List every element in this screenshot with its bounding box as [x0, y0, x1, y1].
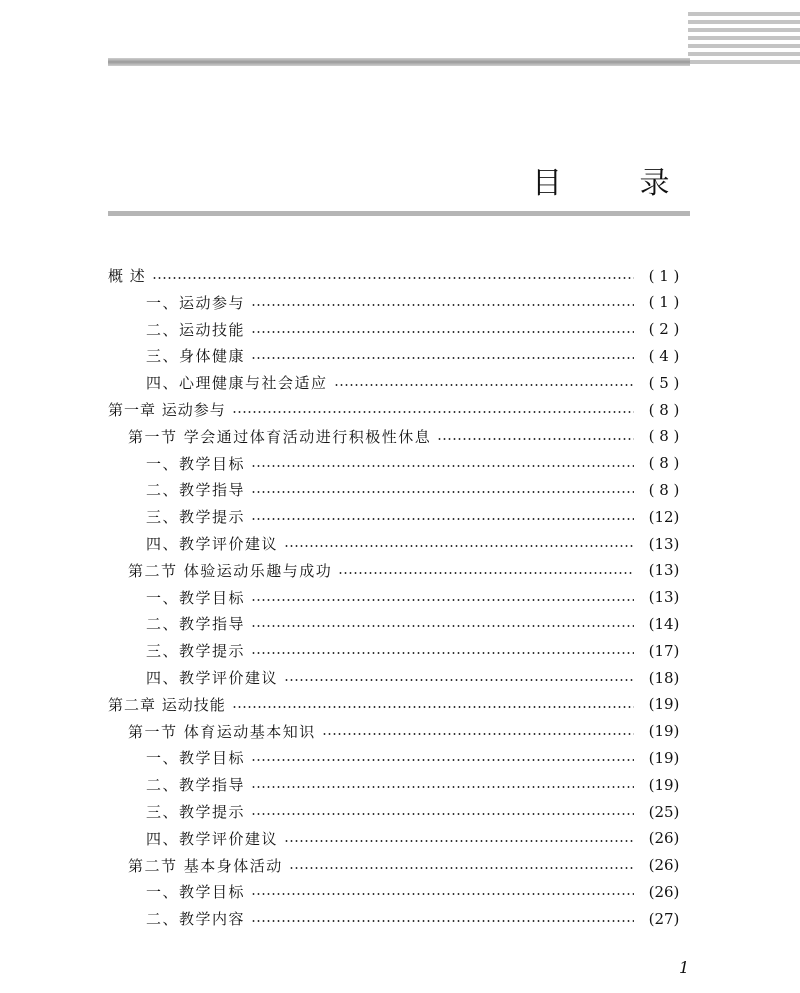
toc-entry-page: ( 8 ) — [648, 454, 680, 473]
toc-row[interactable] — [0, 664, 800, 691]
toc-entry[interactable] — [146, 637, 690, 664]
toc-row[interactable] — [0, 396, 800, 423]
dot-leader — [251, 610, 634, 637]
page-title: 目 录 — [532, 166, 704, 201]
toc-entry[interactable] — [146, 369, 690, 396]
toc-row[interactable] — [0, 825, 800, 852]
toc-entry-page: (18) — [648, 668, 680, 687]
toc-entry-label: 第二节 体验运动乐趣与成功 — [128, 561, 333, 580]
toc-entry-page: (19) — [648, 748, 680, 767]
toc-entry-label: 第二节 基本身体活动 — [128, 856, 283, 875]
toc-entry-label: 四、教学评价建议 — [146, 829, 279, 848]
toc-entry-label: 二、教学指导 — [146, 615, 246, 634]
toc-entry-page: (19) — [648, 775, 680, 794]
toc-entry-label: 第一章 运动参与 — [108, 401, 226, 419]
toc-entry-label: 二、教学内容 — [146, 910, 246, 929]
toc-entry-page: ( 8 ) — [648, 400, 680, 419]
toc-row[interactable] — [0, 450, 800, 477]
toc-row[interactable] — [0, 610, 800, 637]
toc-entry[interactable] — [108, 691, 690, 718]
toc-row[interactable] — [0, 369, 800, 396]
toc-entry[interactable] — [146, 664, 690, 691]
toc-entry-label: 一、运动参与 — [146, 293, 246, 312]
toc-entry[interactable] — [146, 878, 690, 905]
toc-entry-label: 一、教学目标 — [146, 749, 246, 768]
toc-entry[interactable] — [146, 771, 690, 798]
toc-entry[interactable] — [146, 503, 690, 530]
dot-leader — [284, 530, 634, 557]
dot-leader — [251, 450, 634, 477]
toc-entry-label: 四、心理健康与社会适应 — [146, 374, 328, 393]
toc-entry-page: ( 2 ) — [648, 320, 680, 339]
toc-entry-label: 一、教学目标 — [146, 454, 246, 473]
toc-entry-label: 第一节 体育运动基本知识 — [128, 722, 316, 741]
toc-entry-label: 二、教学指导 — [146, 481, 246, 500]
toc-entry-label: 第一节 学会通过体育活动进行积极性休息 — [128, 427, 432, 446]
toc-row[interactable] — [0, 637, 800, 664]
toc-entry-page: ( 1 ) — [648, 266, 680, 285]
toc-entry[interactable] — [146, 476, 690, 503]
toc-entry-label: 一、教学目标 — [146, 883, 246, 902]
toc-entry-page: (12) — [648, 507, 680, 526]
header-rule — [108, 58, 690, 66]
toc-entry-page: ( 8 ) — [648, 480, 680, 499]
toc-entry[interactable] — [128, 718, 690, 745]
toc-row[interactable] — [0, 476, 800, 503]
dot-leader — [232, 691, 634, 718]
toc-entry-page: ( 4 ) — [648, 346, 680, 365]
toc-entry[interactable] — [146, 610, 690, 637]
toc-row[interactable] — [0, 744, 800, 771]
toc-row[interactable] — [0, 798, 800, 825]
toc-row[interactable] — [0, 852, 800, 879]
toc-row[interactable] — [0, 316, 800, 343]
toc-row[interactable] — [0, 342, 800, 369]
toc-row[interactable] — [0, 530, 800, 557]
toc-entry-label: 概 述 — [108, 267, 146, 285]
toc-entry[interactable] — [108, 262, 690, 289]
dot-leader — [289, 852, 634, 879]
toc-entry-page: (26) — [648, 882, 680, 901]
toc-entry-label: 二、教学指导 — [146, 776, 246, 795]
dot-leader — [251, 878, 634, 905]
toc-entry[interactable] — [146, 798, 690, 825]
toc-row[interactable] — [0, 262, 800, 289]
toc-entry[interactable] — [146, 825, 690, 852]
toc-entry-label: 一、教学目标 — [146, 588, 246, 607]
toc-row[interactable] — [0, 691, 800, 718]
toc-entry-label: 四、教学评价建议 — [146, 669, 279, 687]
toc-entry[interactable] — [146, 744, 690, 771]
toc-entry[interactable] — [128, 852, 690, 879]
header-stripes-decoration — [688, 12, 800, 64]
toc-entry-page: (26) — [648, 856, 680, 875]
toc-entry[interactable] — [128, 423, 690, 450]
toc-entry-label: 四、教学评价建议 — [146, 535, 279, 553]
toc-entry[interactable] — [146, 905, 690, 932]
dot-leader — [251, 905, 634, 932]
toc-entry-label: 第二章 运动技能 — [108, 695, 226, 714]
toc-entry-label: 三、身体健康 — [146, 347, 246, 366]
toc-row[interactable] — [0, 878, 800, 905]
dot-leader — [338, 557, 634, 584]
dot-leader — [251, 342, 634, 369]
dot-leader — [251, 584, 634, 611]
toc-row[interactable] — [0, 289, 800, 316]
toc-entry-page: (19) — [648, 722, 680, 741]
toc-entry-page: (13) — [648, 534, 680, 553]
toc-entry[interactable] — [146, 584, 690, 611]
toc-entry-page: ( 8 ) — [648, 427, 680, 446]
toc-entry-label: 三、教学提示 — [146, 803, 246, 821]
toc-entry[interactable] — [146, 530, 690, 557]
dot-leader — [251, 771, 634, 798]
page-number: 1 — [679, 958, 690, 977]
toc-entry-page: ( 5 ) — [648, 373, 680, 392]
toc-row[interactable] — [0, 584, 800, 611]
dot-leader — [284, 825, 634, 852]
toc-entry-page: (25) — [648, 802, 680, 821]
dot-leader — [251, 744, 634, 771]
toc-entry[interactable] — [146, 342, 690, 369]
toc-entry[interactable] — [146, 289, 690, 316]
toc-entry[interactable] — [108, 396, 690, 423]
toc-row[interactable] — [0, 718, 800, 745]
dot-leader — [251, 503, 634, 530]
dot-leader — [251, 316, 634, 343]
toc-entry-page: (14) — [648, 614, 680, 633]
toc-entry-page: (13) — [648, 561, 680, 580]
toc-entry-page: (19) — [648, 695, 680, 714]
dot-leader — [437, 423, 634, 450]
toc-row[interactable] — [0, 905, 800, 932]
dot-leader — [322, 718, 634, 745]
toc-entry-label: 三、教学提示 — [146, 642, 246, 661]
dot-leader — [284, 664, 634, 691]
dot-leader — [152, 262, 634, 289]
dot-leader — [251, 637, 634, 664]
dot-leader — [251, 798, 634, 825]
toc-entry-label: 二、运动技能 — [146, 320, 246, 339]
title-rule — [108, 211, 690, 216]
toc-entry-page: ( 1 ) — [648, 293, 680, 312]
toc-entry[interactable] — [128, 557, 690, 584]
toc-entry[interactable] — [146, 450, 690, 477]
toc-row[interactable] — [0, 423, 800, 450]
toc-entry-page: (27) — [648, 909, 680, 928]
dot-leader — [251, 476, 634, 503]
toc-row[interactable] — [0, 557, 800, 584]
dot-leader — [251, 289, 634, 316]
toc-row[interactable] — [0, 503, 800, 530]
toc-row[interactable] — [0, 771, 800, 798]
toc-entry-page: (13) — [648, 588, 680, 607]
toc-entry[interactable] — [146, 316, 690, 343]
toc-entry-page: (17) — [648, 641, 680, 660]
dot-leader — [232, 396, 634, 423]
toc-entry-page: (26) — [648, 829, 680, 848]
toc-entry-label: 三、教学提示 — [146, 508, 246, 527]
dot-leader — [334, 369, 634, 396]
